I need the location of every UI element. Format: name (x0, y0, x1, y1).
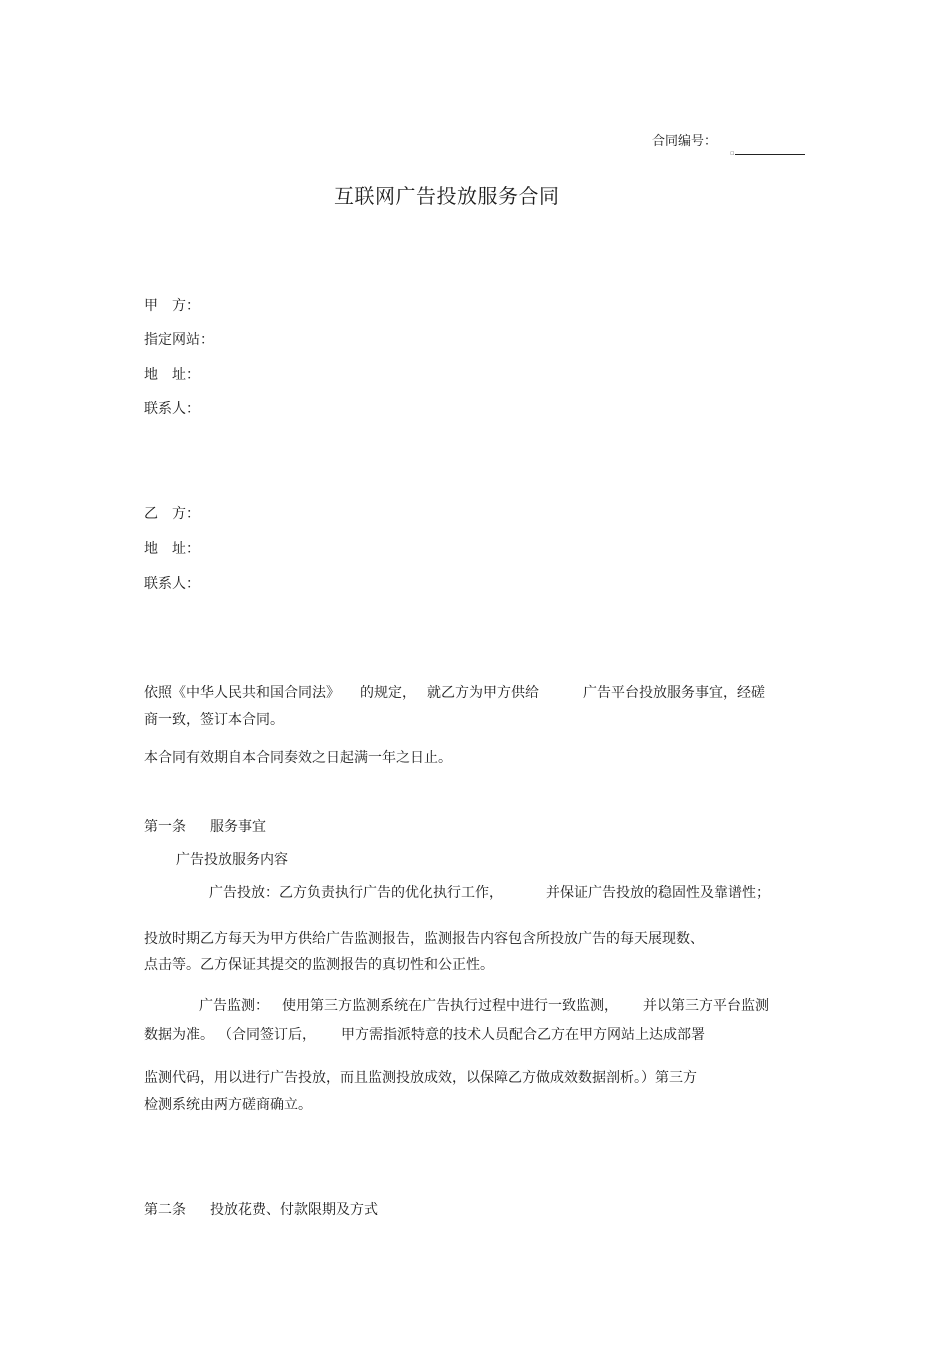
article-2-number: 第二条 (144, 1202, 186, 1218)
preamble-text: 依照《中华人民共和国合同法》 (144, 685, 340, 701)
article-1-item-1-continued: 点击等。乙方保证其提交的监测报告的真切性和公正性。 (144, 957, 494, 973)
party-a-site-label: 指定网站： (144, 332, 214, 348)
party-a-address-label: 地 址： (144, 367, 200, 383)
article-1-subheading: 广告投放服务内容 (176, 852, 288, 868)
preamble-text: 商一致，签订本合同。 (144, 712, 284, 728)
article-1-item-2: 使用第三方监测系统在广告执行过程中进行一致监测， (282, 998, 618, 1014)
party-b-name-label: 乙 方： (144, 506, 200, 522)
party-b-address-label: 地 址： (144, 541, 200, 557)
validity-clause: 本合同有效期自本合同奏效之日起满一年之日止。 (144, 750, 452, 766)
article-1-number: 第一条 (144, 819, 186, 835)
article-1-item-2-continued: （合同签订后， (218, 1027, 316, 1043)
contract-number-field[interactable] (735, 154, 805, 155)
party-b-contact-label: 联系人： (144, 576, 200, 592)
article-2-title: 投放花费、付款限期及方式 (210, 1202, 378, 1218)
article-1-item-2: 广告监测： (199, 998, 269, 1014)
article-1-item-2-continued: 监测代码，用以进行广告投放，而且监测投放成效，以保障乙方做成效数据剖析。）第三方 (144, 1070, 697, 1086)
document-title: 互联网广告投放服务合同 (334, 184, 560, 208)
article-1-item-1-continued: 投放时期乙方每天为甲方供给广告监测报告，监测报告内容包含所投放广告的每天展现数、 (144, 931, 704, 947)
article-1-item-2-continued: 数据为准。 (144, 1027, 214, 1043)
article-1-item-2: 并以第三方平台监测 (643, 998, 769, 1014)
article-1-item-2-continued: 检测系统由两方磋商确立。 (144, 1097, 312, 1113)
article-1-title: 服务事宜 (210, 819, 266, 835)
party-a-name-label: 甲 方： (144, 298, 200, 314)
contract-number-label: 合同编号： (652, 134, 718, 149)
field-marker-icon: ▫ (730, 149, 735, 157)
party-a-contact-label: 联系人： (144, 401, 200, 417)
article-1-item-1: 并保证广告投放的稳固性及靠谱性； (546, 885, 770, 901)
article-1-item-1: 广告投放：乙方负责执行广告的优化执行工作， (209, 885, 503, 901)
preamble-text: 的规定， (360, 685, 416, 701)
article-1-item-2-continued: 甲方需指派特意的技术人员配合乙方在甲方网站上达成部署 (341, 1027, 705, 1043)
preamble-text: 就乙方为甲方供给 (427, 685, 539, 701)
preamble-text: 广告平台投放服务事宜，经磋 (583, 685, 765, 701)
